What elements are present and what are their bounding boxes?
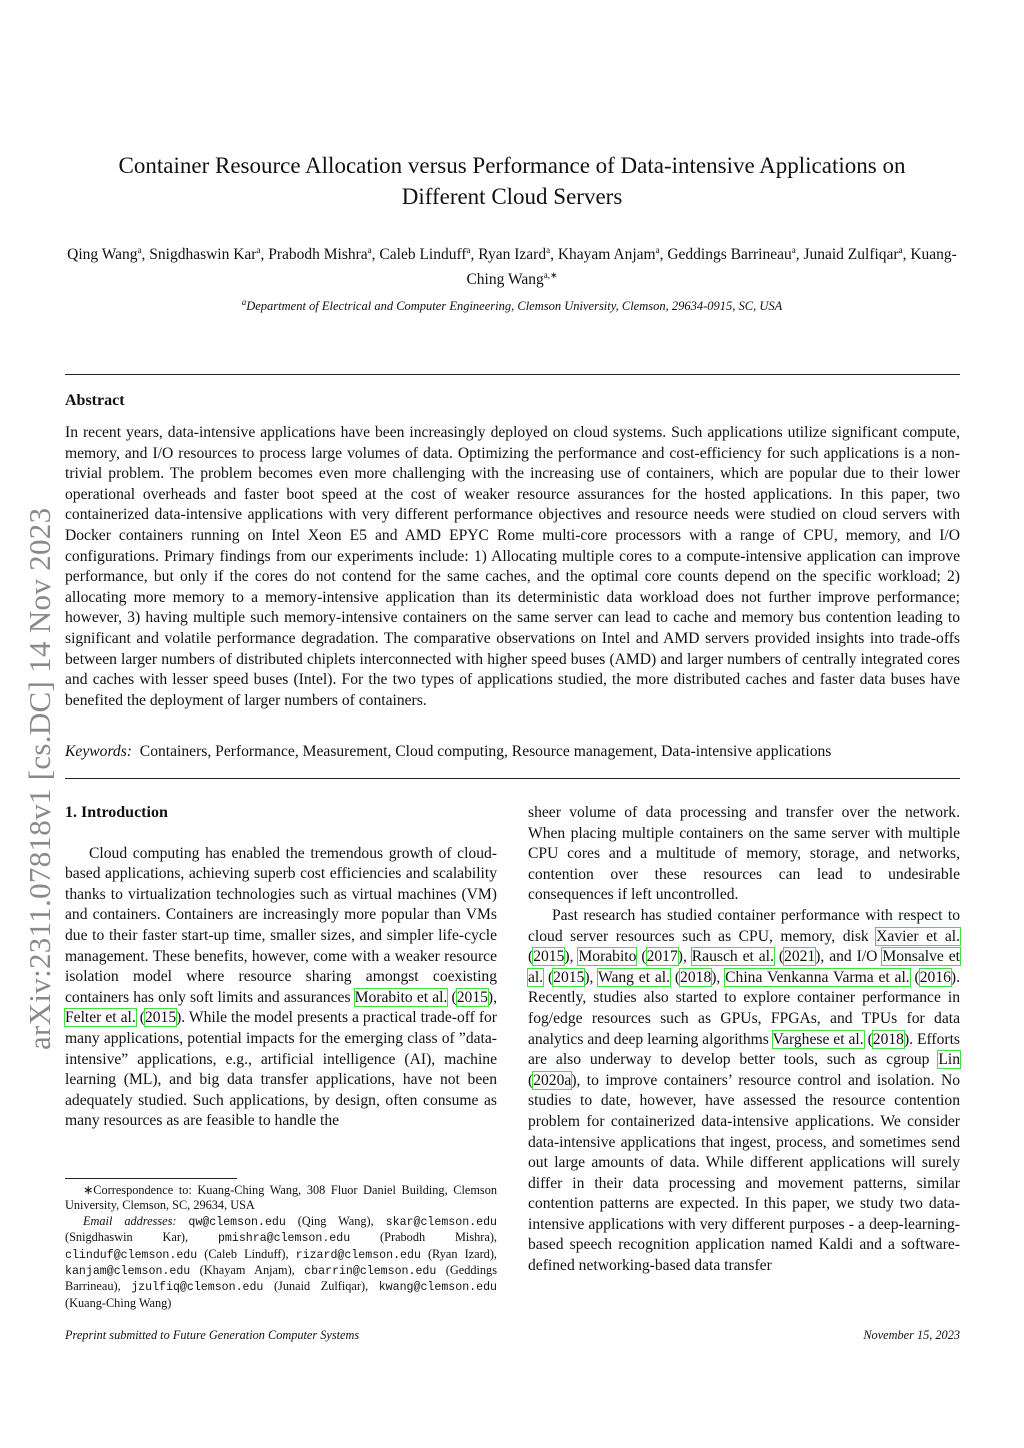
keywords-text: Containers, Performance, Measurement, Cloud computing, Resource management, Data-intensive applications	[139, 743, 832, 760]
body-paragraph: sheer volume of data processing and transfer over the network. When placing multiple containers on the same server with multiple CPU cores and a multitude of memory, storage, and networks, contention over these resources can lead to undesirable consequences if left uncontrolled.	[528, 804, 960, 904]
footnote	[65, 1183, 497, 1311]
author: Ryan Izard$^a$	[478, 245, 551, 264]
keywords	[65, 743, 960, 761]
affiliation-text: Department of Electrical and Computer Engineering, Clemson University, Clemson, 29634-0915, SC, USA	[246, 299, 783, 314]
title-line: Container Resource Allocation versus Performance of Data-intensive Applications on	[118, 153, 906, 178]
citation-link[interactable]: 2015	[144, 1009, 177, 1027]
citation-link[interactable]: 2018	[872, 1030, 904, 1048]
citation-link[interactable]: Morabito et al.	[354, 988, 448, 1006]
author: Khayam Anjam$^a$	[557, 245, 660, 264]
citation-link[interactable]: Rausch et al.	[691, 948, 774, 966]
correspondence-note: ∗Correspondence to: Kuang-Ching Wang, 308 Fluor Daniel Building, Clemson University, Clemson, SC, 29634, USA	[65, 1183, 497, 1213]
citation-link[interactable]: Xavier et al.	[876, 927, 960, 945]
email-addresses: Email addresses: qw@clemson.edu (Qing Wang), skar@clemson.edu (Snigdhaswin Kar), pmishra@clemson.edu (Prabodh Mishra), clinduf@clemson.edu (Caleb Linduff), rizard@clemson.edu (Ryan Izard), kanjam@clemson.edu (Khayam Anjam), cbarrin@clemson.edu (Geddings Barrineau), jzulfiq@clemson.edu (Junaid Zulfiqar), kwang@clemson.edu (Kuang-Ching Wang)	[65, 1213, 497, 1310]
author-affiliation-mark: a	[546, 245, 551, 255]
left-column	[65, 803, 497, 1132]
keywords-label: Keywords:	[65, 743, 132, 760]
citation-link[interactable]: Felter et al.	[65, 1009, 136, 1027]
author-affiliation-mark: a	[655, 245, 660, 255]
author-affiliation-mark: a	[791, 245, 796, 255]
citation-link[interactable]: Monsalve et al.	[528, 948, 961, 986]
author: Snigdhaswin Kar$^a$	[149, 245, 261, 264]
citation-link[interactable]: 2015	[456, 988, 488, 1006]
author-affiliation-mark: a	[137, 245, 142, 255]
footer-journal: Preprint submitted to Future Generation Computer Systems	[65, 1328, 360, 1342]
abstract-text: In recent years, data-intensive applications have been increasingly deployed on cloud systems. Such applications utilize significant compute, memory, and I/O resources to process large volumes of data. Optimizing the performance and cost-efficiency for such applications is a non-trivial problem. The problem becomes even more challenging with the increasing use of containers, which are popular due to their lower operational overheads and faster boot speed at the cost of weaker resource assurances for the hosted applications. In this paper, two containerized data-intensive applications with very different performance objectives and resource needs were studied on cloud servers with Docker containers running on Intel Xeon E5 and AMD EPYC Rome multi-core processors with a range of CPU, memory, and I/O configurations. Primary findings from our experiments include: 1) Allocating multiple cores to a compute-intensive application can improve performance, but only if the cores do not contend for the same caches, and the optimal core counts depend on the specific workload; 2) allocating more memory to a memory-intensive application than its deterministic data workload does not further improve performance; however, 3) having multiple such memory-intensive containers on the same server can lead to cache and memory bus contention leading to significant and volatile performance degradation. The comparative observations on Intel and AMD servers provided insights into trade-offs between larger numbers of distributed chiplets interconnected with higher speed buses (AMD) and larger numbers of centrally integrated cores and caches with lesser speed buses (Intel). For the two types of applications studied, the more distributed caches and faster data buses have benefited the deployment of larger numbers of containers.	[65, 424, 960, 709]
citation-link[interactable]: 2015	[533, 948, 565, 966]
email-link[interactable]: jzulfiq@clemson.edu	[131, 1281, 264, 1295]
email-link[interactable]: cbarrin@clemson.edu	[304, 1265, 437, 1279]
email-link[interactable]: clinduf@clemson.edu	[65, 1248, 198, 1262]
citation-link[interactable]: 2020a	[533, 1071, 572, 1089]
citation-link[interactable]: Lin	[938, 1051, 960, 1069]
author-affiliation-mark: a,∗	[543, 270, 558, 281]
affiliation-mark: a	[241, 297, 247, 307]
author: Kuang-Ching Wang$^{a,∗}$	[466, 246, 957, 289]
affiliation	[60, 297, 964, 314]
email-link[interactable]: kwang@clemson.edu	[378, 1281, 497, 1295]
email-link[interactable]: rizard@clemson.edu	[295, 1248, 421, 1262]
divider	[65, 778, 960, 779]
author-affiliation-mark: a	[256, 245, 261, 255]
citation-link[interactable]: Morabito	[578, 948, 637, 966]
divider	[65, 374, 960, 375]
section-heading: 1. Introduction	[65, 804, 168, 821]
citation-link[interactable]: 2021	[784, 948, 816, 966]
footnote-rule	[65, 1178, 237, 1179]
author-affiliation-mark: a	[898, 245, 903, 255]
author-list: Qing Wang$^a$, Snigdhaswin Kar$^a$, Prabodh Mishra$^a$, Caleb Linduff$^a$, Ryan Izard$^a$, Khayam Anjam$^a$, Geddings Barrineau$^a$, Junaid Zulfiqar$^a$, Kuang-Ching Wang$^{a,∗}$	[67, 245, 957, 289]
citation-link[interactable]: 2017	[646, 948, 678, 966]
email-link[interactable]: pmishra@clemson.edu	[217, 1232, 351, 1246]
citation-link[interactable]: 2018	[680, 968, 712, 986]
email-link[interactable]: qw@clemson.edu	[188, 1215, 286, 1229]
body-paragraph: Cloud computing has enabled the tremendous growth of cloud-based applications, achieving superb cost efficiencies and scalability thanks to virtualization technologies such as virtual machines (VM) and containers. Containers are increasingly more popular than VMs due to their faster start-up time, smaller sizes, and simpler life-cycle management. These benefits, however, come with a weaker resource isolation model where resource sharing amongst coexisting containers has only soft limits and assurances Morabito et al. (2015), Felter et al. (2015). While the model presents a practical trade-off for many applications, potential impacts for the emerging class of ”data-intensive” applications, e.g., artificial intelligence (AI), machine learning (ML), and big data transfer applications, have not been adequately studied. Such applications, by design, often consume as many resources as are feasible to handle the	[65, 844, 498, 1130]
author-affiliation-mark: a	[367, 245, 372, 255]
author: Caleb Linduff$^a$	[379, 245, 471, 264]
citation-link[interactable]: Wang et al.	[598, 968, 671, 986]
footer-date: November 15, 2023	[863, 1328, 960, 1342]
body-paragraph: Past research has studied container performance with respect to cloud server resources such as CPU, memory, disk Xavier et al. (2015), Morabito (2017), Rausch et al. (2021), and I/O Monsalve et al. (2015), Wang et al. (2018), China Venkanna Varma et al. (2016). Recently, studies also started to explore container performance in fog/edge resources such as GPUs, FPGAs, and TPUs for data analytics and deep learning algorithms Varghese et al. (2018). Efforts are also underway to develop better tools, such as cgroup Lin (2020a), to improve containers’ resource control and isolation. No studies to date, however, have assessed the resource contention problem for containerized data-intensive applications. We consider data-intensive applications that ingest, process, and sometimes send out large amounts of data. While different applications will surely differ in their data processing and movement patterns, similar contention patterns are expected. In this paper, we study two data-intensive applications with very different purposes - a deep-learning-based speech recognition application named Kaldi and a software-defined networking-based data transfer	[528, 906, 961, 1275]
author: Qing Wang$^a$	[67, 245, 142, 264]
email-link[interactable]: skar@clemson.edu	[385, 1215, 497, 1229]
citation-link[interactable]: 2015	[553, 968, 585, 986]
author-affiliation-mark: a	[466, 245, 471, 255]
citation-link[interactable]: Varghese et al.	[772, 1030, 864, 1048]
abstract-heading: Abstract	[65, 392, 125, 409]
email-link[interactable]: kanjam@clemson.edu	[65, 1265, 191, 1279]
citation-link[interactable]: China Venkanna Varma et al.	[725, 968, 910, 986]
arxiv-identifier[interactable]: arXiv:2311.07818v1 [cs.DC] 14 Nov 2023	[22, 507, 57, 1050]
author: Junaid Zulfiqar$^a$	[803, 245, 903, 264]
author: Geddings Barrineau$^a$	[667, 245, 796, 264]
title-line: Different Cloud Servers	[401, 184, 623, 209]
author: Prabodh Mishra$^a$	[268, 245, 372, 264]
right-column	[528, 803, 960, 1277]
paper-title	[60, 150, 964, 212]
citation-link[interactable]: 2016	[919, 968, 951, 986]
email-label: Email addresses:	[83, 1213, 177, 1228]
